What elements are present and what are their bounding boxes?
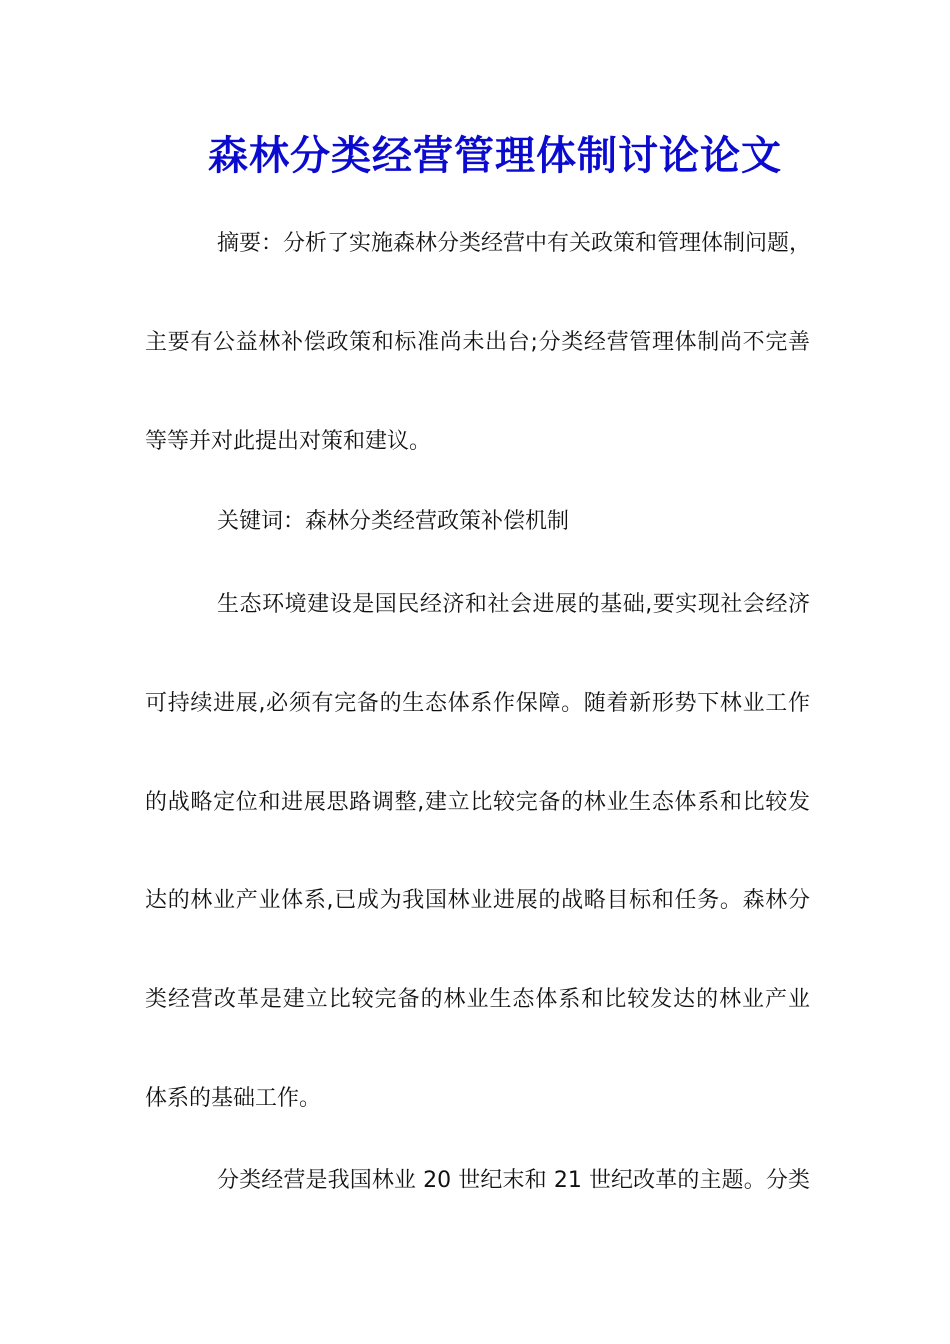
- body-line-2: 可持续进展,必须有完备的生态体系作保障。随着新形势下林业工作: [145, 691, 810, 716]
- body-line-4: 达的林业产业体系,已成为我国林业进展的战略目标和任务。森林分: [145, 888, 810, 913]
- keywords-line: 关键词：森林分类经营政策补偿机制: [217, 509, 570, 534]
- body-line-5: 类经营改革是建立比较完备的林业生态体系和比较发达的林业产业: [145, 987, 810, 1012]
- body-line-1: 生态环境建设是国民经济和社会进展的基础,要实现社会经济: [217, 592, 810, 617]
- document-title: 森林分类经营管理体制讨论论文: [208, 132, 782, 179]
- body-line-7: 分类经营是我国林业 20 世纪末和 21 世纪改革的主题。分类: [217, 1168, 810, 1193]
- body-line-6: 体系的基础工作。: [145, 1086, 322, 1111]
- abstract-line-1: 摘要：分析了实施森林分类经营中有关政策和管理体制问题，: [217, 231, 812, 256]
- body-line-3: 的战略定位和进展思路调整,建立比较完备的林业生态体系和比较发: [145, 790, 810, 815]
- abstract-line-3: 等等并对此提出对策和建议。: [145, 429, 432, 454]
- abstract-line-2: 主要有公益林补偿政策和标准尚未出台;分类经营管理体制尚不完善: [145, 330, 810, 355]
